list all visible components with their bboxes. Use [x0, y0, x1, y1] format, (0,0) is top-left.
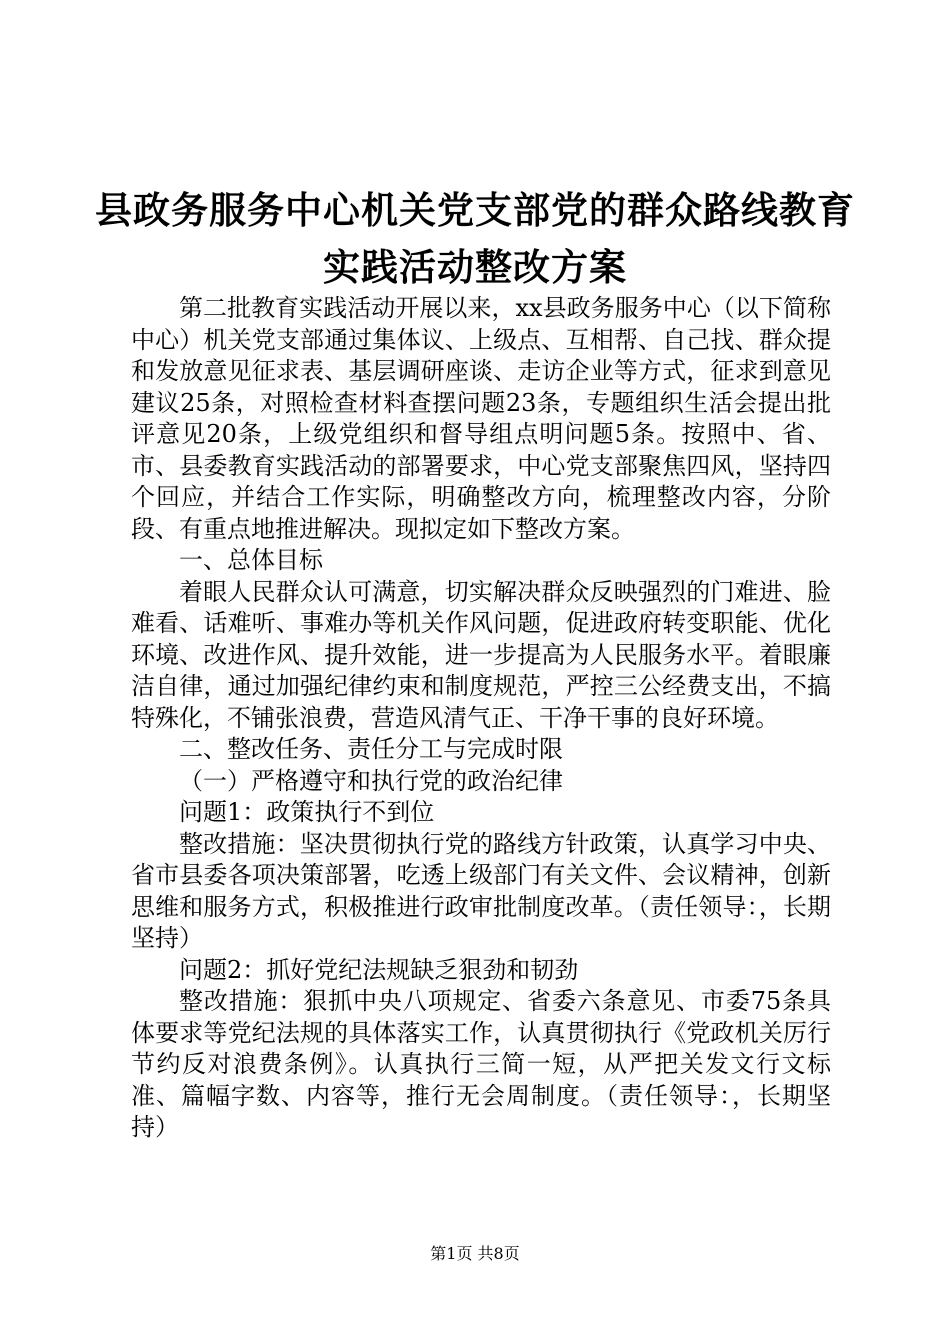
problem-2: 问题2：抓好党纪法规缺乏狠劲和韧劲 — [179, 955, 579, 984]
problem-1: 问题1：政策执行不到位 — [179, 798, 435, 826]
document-body — [131, 293, 831, 1144]
document-title-line-1: 县政务服务中心机关党支部党的群众路线教育 — [95, 188, 855, 232]
paragraph-intro: 第二批教育实践活动开展以来，xx县政务服务中心（以下简称中心）机关党支部通过集体议、上级点、互相帮、自己找、群众提和发放意见征求表、基层调研座谈、走访企业等方式，征求到意见建议25条，对照检查材料查摆问题23条，专题组织生活会提出批评意见20条，上级党组织和督导组点明问题5条。按照中、省、市、县委教育实践活动的部署要求，中心党支部聚焦四风，坚持四个回应，并结合工作实际，明确整改方向，梳理整改内容，分阶段、有重点地推进解决。现拟定如下整改方案。 — [131, 294, 831, 543]
paragraph-overall-goal: 着眼人民群众认可满意，切实解决群众反映强烈的门难进、脸难看、话难听、事难办等机关作风问题，促进政府转变职能、优化环境、改进作风、提升效能，进一步提高为人民服务水平。着眼廉洁自律，通过加强纪律约束和制度规范，严控三公经费支出，不搞特殊化，不铺张浪费，营造风清气正、干净干事的良好环境。 — [131, 577, 831, 732]
measure-1: 整改措施：坚决贯彻执行党的路线方针政策，认真学习中央、省市县委各项决策部署，吃透上级部门有关文件、会议精神，创新思维和服务方式，积极推进行政审批制度改革。（责任领导：，长期坚持） — [131, 829, 831, 952]
subheading-political-discipline: （一）严格遵守和执行党的政治纪律 — [179, 766, 563, 795]
document-title-line-2: 实践活动整改方案 — [323, 245, 627, 289]
page-number-footer: 第1页 共8页 — [430, 1244, 520, 1263]
measure-2: 整改措施：狠抓中央八项规定、省委六条意见、市委75条具体要求等党纪法规的具体落实工作，认真贯彻执行《党政机关厉行节约反对浪费条例》。认真执行三简一短，从严把关发文行文标准、篇幅字数、内容等，推行无会周制度。（责任领导：，长期坚持） — [131, 987, 831, 1141]
heading-tasks: 二、整改任务、责任分工与完成时限 — [179, 735, 563, 763]
heading-overall-goal: 一、总体目标 — [179, 546, 323, 574]
